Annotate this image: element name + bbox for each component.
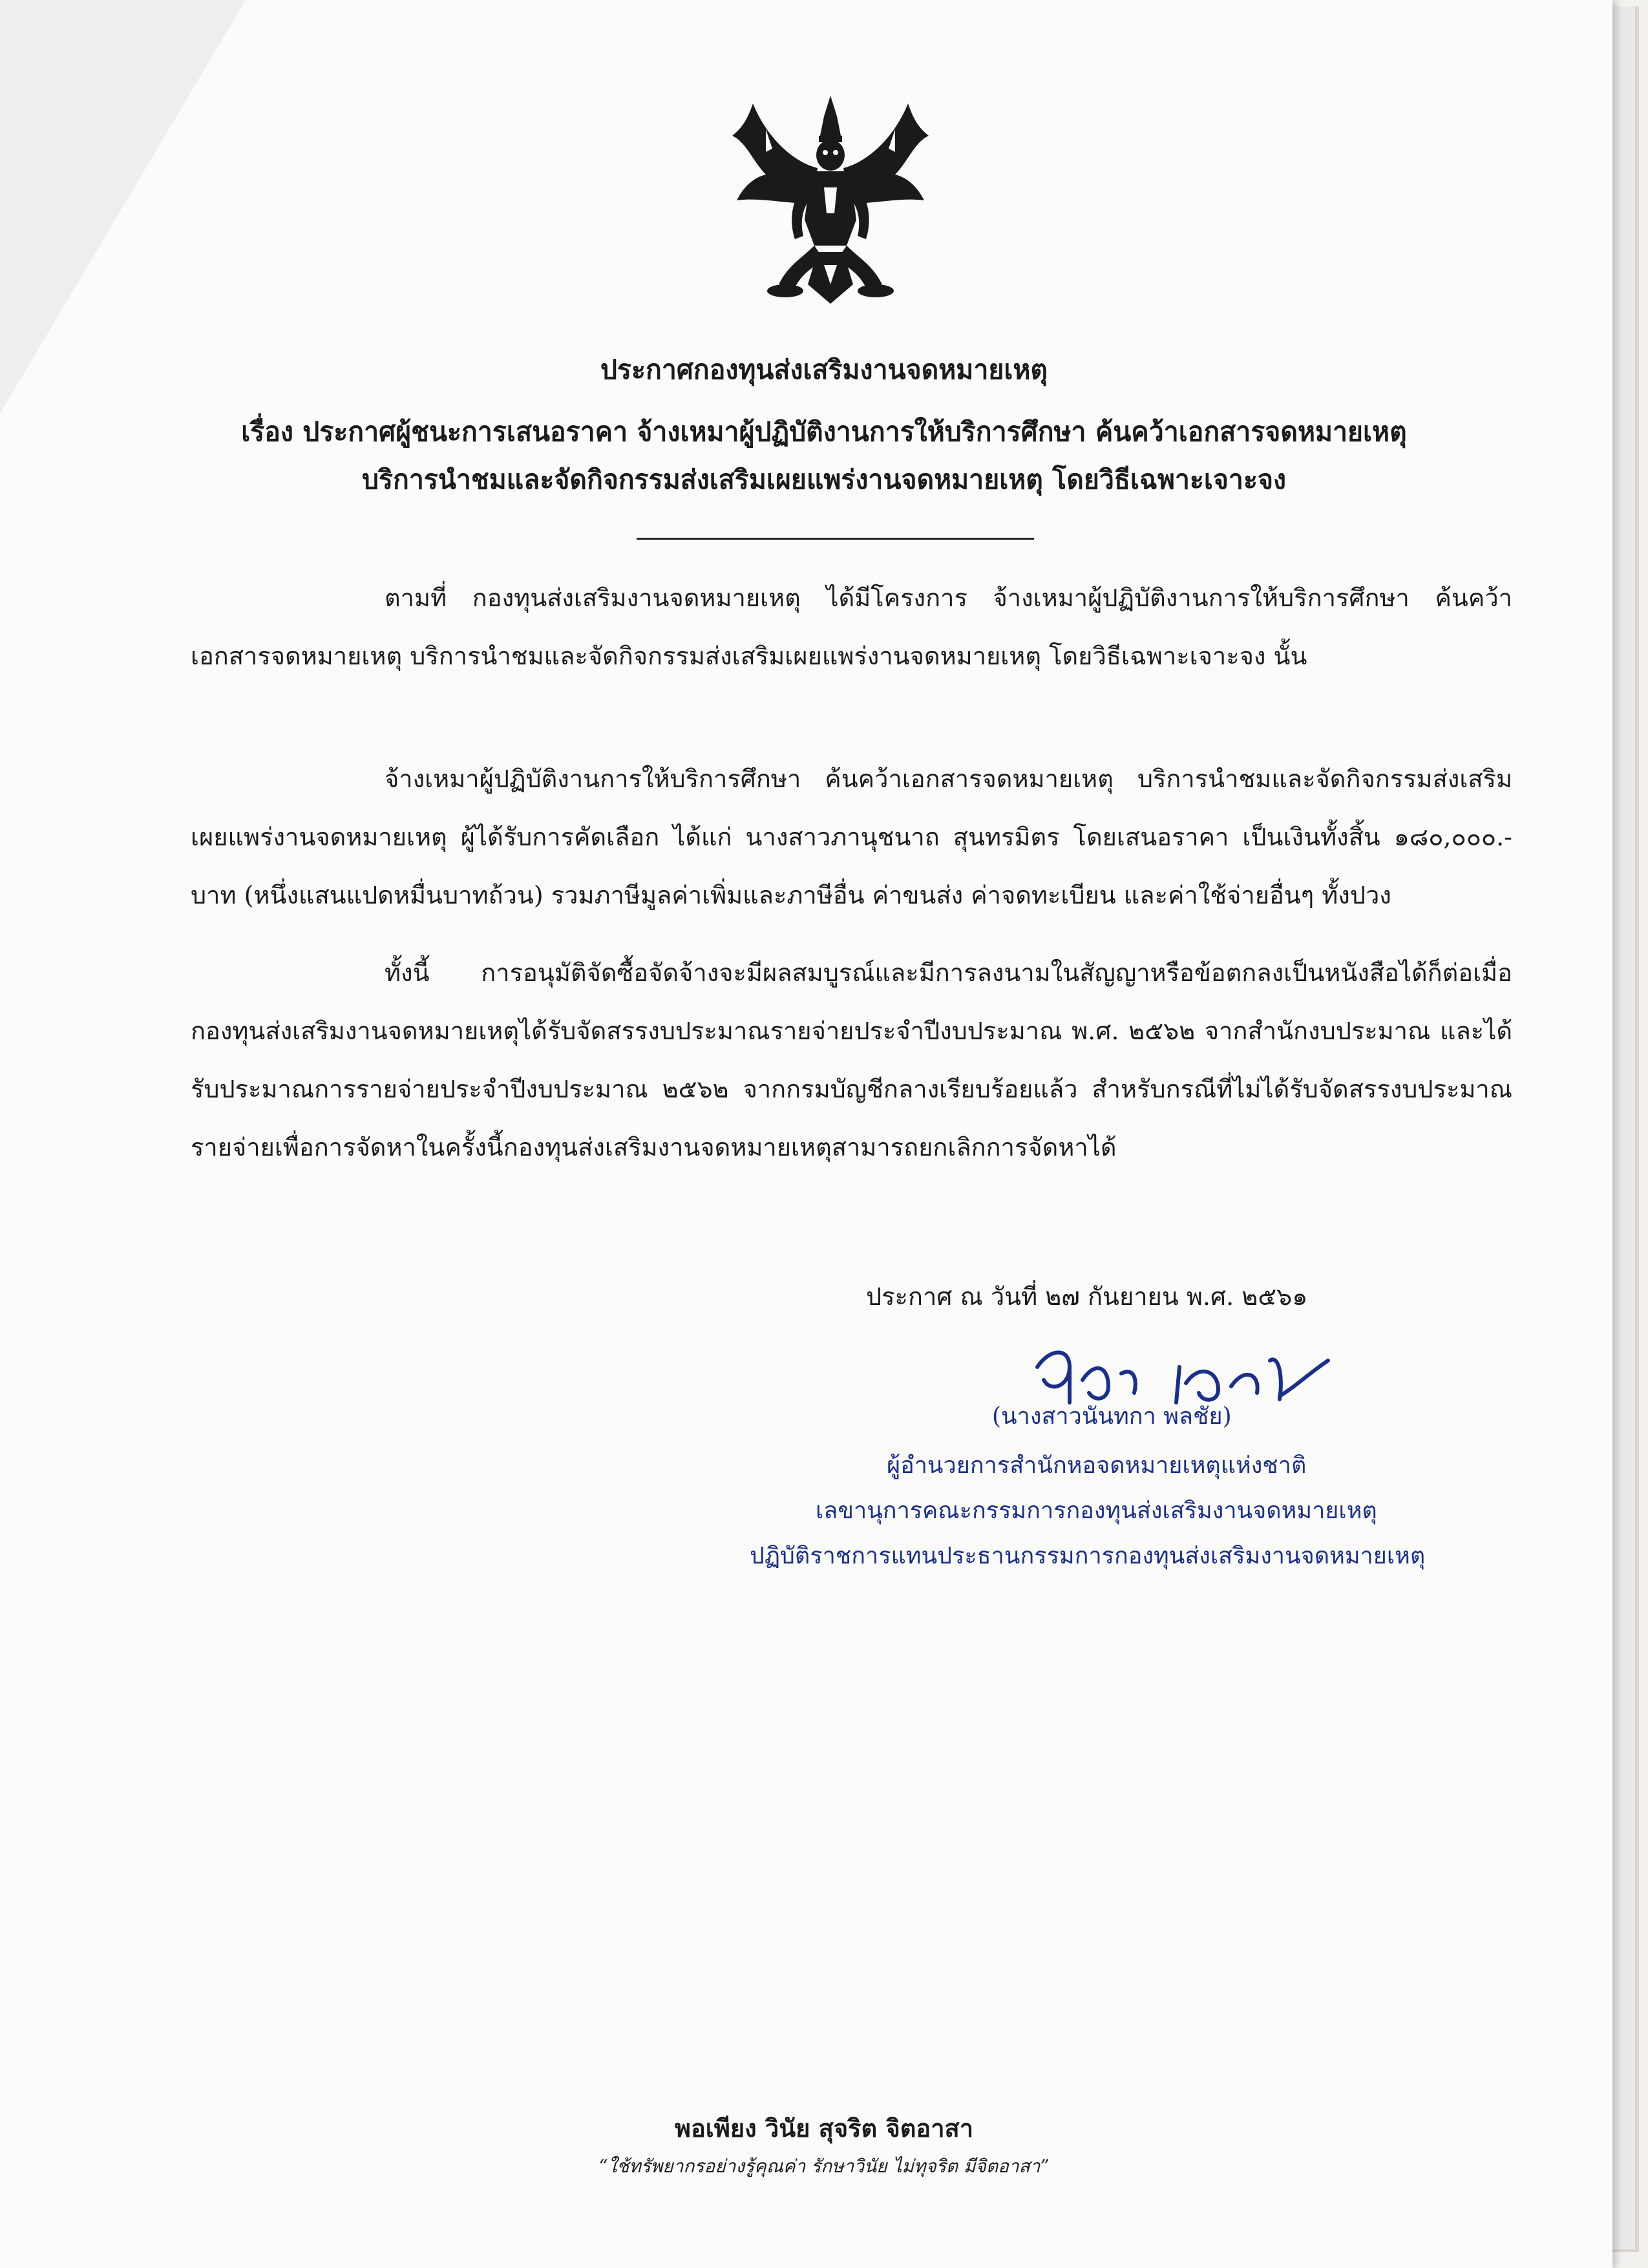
body-paragraph-1: ตามที่ กองทุนส่งเสริมงานจดหมายเหตุ ได้มีโครงการ จ้างเหมาผู้ปฏิบัติงานการให้บริการศึกษา ค้นคว้าเอกสารจดหมายเหตุ บริการนำชมและจัดกิจกรรมส่งเสริมเผยแพร่งานจดหมายเหตุ โดยวิธีเฉพาะเจาะจง นั้น bbox=[191, 584, 1512, 670]
garuda-emblem-icon bbox=[727, 90, 934, 310]
signatory-title-3: ปฏิบัติราชการแทนประธานกรรมการกองทุนส่งเสริมงานจดหมายเหตุ bbox=[750, 1543, 1426, 1569]
announcement-subject-continued: บริการนำชมและจัดกิจกรรมส่งเสริมเผยแพร่งานจดหมายเหตุ โดยวิธีเฉพาะเจาะจง bbox=[361, 464, 1287, 495]
footer-motto: พอเพียง วินัย สุจริต จิตอาสา bbox=[674, 2114, 974, 2143]
body-paragraph-2: จ้างเหมาผู้ปฏิบัติงานการให้บริการศึกษา ค้นคว้าเอกสารจดหมายเหตุ บริการนำชมและจัดกิจกรรมส่งเสริมเผยแพร่งานจดหมายเหตุ ผู้ได้รับการคัดเลือก ได้แก่ นางสาวภานุชนาถ สุนทรมิตร โดยเสนอราคา เป็นเงินทั้งสิ้น ๑๘๐,๐๐๐.- บาท (หนึ่งแสนแปดหมื่นบาทถ้วน) รวมภาษีมูลค่าเพิ่มและภาษีอื่น ค่าขนส่ง ค่าจดทะเบียน และค่าใช้จ่ายอื่นๆ ทั้งปวง bbox=[191, 765, 1512, 909]
page-fold-shadow bbox=[0, 0, 246, 414]
announcement-date: ประกาศ ณ วันที่ ๒๗ กันยายน พ.ศ. ๒๕๖๑ bbox=[866, 1282, 1308, 1311]
footer-slogan: “ใช้ทรัพยากรอย่างรู้คุณค่า รักษาวินัย ไม่ทุจริต มีจิตอาสา” bbox=[598, 2156, 1050, 2177]
announcement-title: ประกาศกองทุนส่งเสริมงานจดหมายเหตุ bbox=[600, 354, 1048, 385]
signatory-title-1: ผู้อำนวยการสำนักหอจดหมายเหตุแห่งชาติ bbox=[887, 1452, 1307, 1479]
signatory-title-2: เลขานุการคณะกรรมการกองทุนส่งเสริมงานจดหมายเหตุ bbox=[816, 1498, 1377, 1524]
heading-divider bbox=[637, 538, 1034, 540]
signatory-name: (นางสาวนันทกา พลชัย) bbox=[992, 1403, 1232, 1430]
body-paragraph-3: ทั้งนี้ การอนุมัติจัดซื้อจัดจ้างจะมีผลสมบูรณ์และมีการลงนามในสัญญาหรือข้อตกลงเป็นหนังสือได้ก็ต่อเมื่อกองทุนส่งเสริมงานจดหมายเหตุได้รับจัดสรรงบประมาณรายจ่ายประจำปีงบประมาณ พ.ศ. ๒๕๖๒ จากสำนักงบประมาณ และได้รับประมาณการรายจ่ายประจำปีงบประมาณ ๒๕๖๒ จากกรมบัญชีกลางเรียบร้อยแล้ว สำหรับกรณีที่ไม่ได้รับจัดสรรงบประมาณรายจ่ายเพื่อการจัดหาในครั้งนี้กองทุนส่งเสริมงานจดหมายเหตุสามารถยกเลิกการจัดหาได้ bbox=[191, 959, 1512, 1161]
announcement-subject: เรื่อง ประกาศผู้ชนะการเสนอราคา จ้างเหมาผู้ปฏิบัติงานการให้บริการศึกษา ค้นคว้าเอกสารจดหมายเหตุ bbox=[241, 416, 1407, 447]
